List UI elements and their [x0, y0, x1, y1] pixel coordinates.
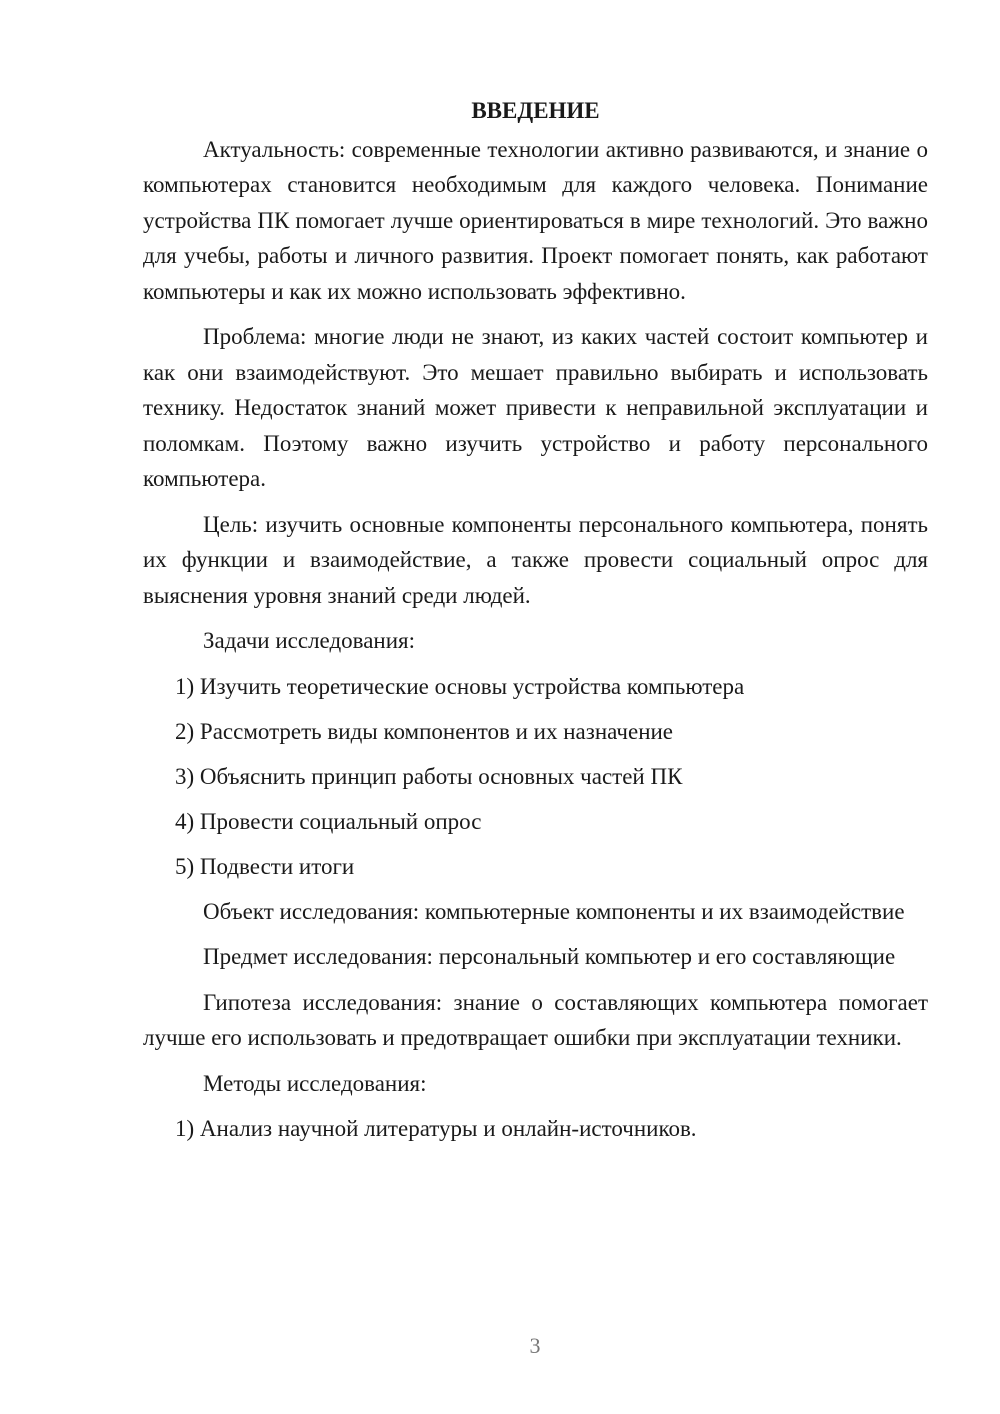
list-item: 3) Объяснить принцип работы основных частей ПК	[175, 763, 683, 789]
problem-paragraph: Проблема: многие люди не знают, из каких частей состоит компьютер и как они взаимодействуют. Это мешает правильно выбирать и использовать технику. Недостаток знаний может привести к неправильной эксплуатации и поломкам. Поэтому важно изучить устройство и работу персонального компьютера.	[143, 324, 928, 491]
list-item: 1) Изучить теоретические основы устройства компьютера	[175, 673, 745, 699]
object-paragraph: Объект исследования: компьютерные компоненты и их взаимодействие	[203, 898, 905, 924]
list-item: 4) Провести социальный опрос	[175, 808, 482, 834]
methods-list	[143, 1111, 928, 1147]
hypothesis-paragraph: Гипотеза исследования: знание о составляющих компьютера помогает лучше его использовать и предотвращает ошибки при эксплуатации техники.	[143, 989, 928, 1050]
relevance-paragraph: Актуальность: современные технологии активно развиваются, и знание о компьютерах становится необходимым для каждого человека. Понимание устройства ПК помогает лучше ориентироваться в мире технологий. Это важно для учебы, работы и личного развития. Проект помогает понять, как работают компьютеры и как их можно использовать эффективно.	[143, 136, 928, 304]
page-title: ВВЕДЕНИЕ	[471, 98, 600, 123]
methods-heading: Методы исследования:	[203, 1070, 427, 1096]
document-body	[143, 93, 928, 1156]
tasks-list	[143, 669, 928, 885]
list-item: 2) Рассмотреть виды компонентов и их назначение	[175, 718, 674, 744]
tasks-heading: Задачи исследования:	[203, 628, 416, 653]
goal-paragraph: Цель: изучить основные компоненты персонального компьютера, понять их функции и взаимодействие, а также провести социальный опрос для выяснения уровня знаний среди людей.	[143, 511, 928, 608]
list-item: 5) Подвести итоги	[175, 853, 355, 879]
page-number: 3	[529, 1333, 541, 1358]
list-item: 1) Анализ научной литературы и онлайн-источников.	[175, 1116, 697, 1141]
subject-paragraph: Предмет исследования: персональный компьютер и его составляющие	[203, 944, 896, 969]
